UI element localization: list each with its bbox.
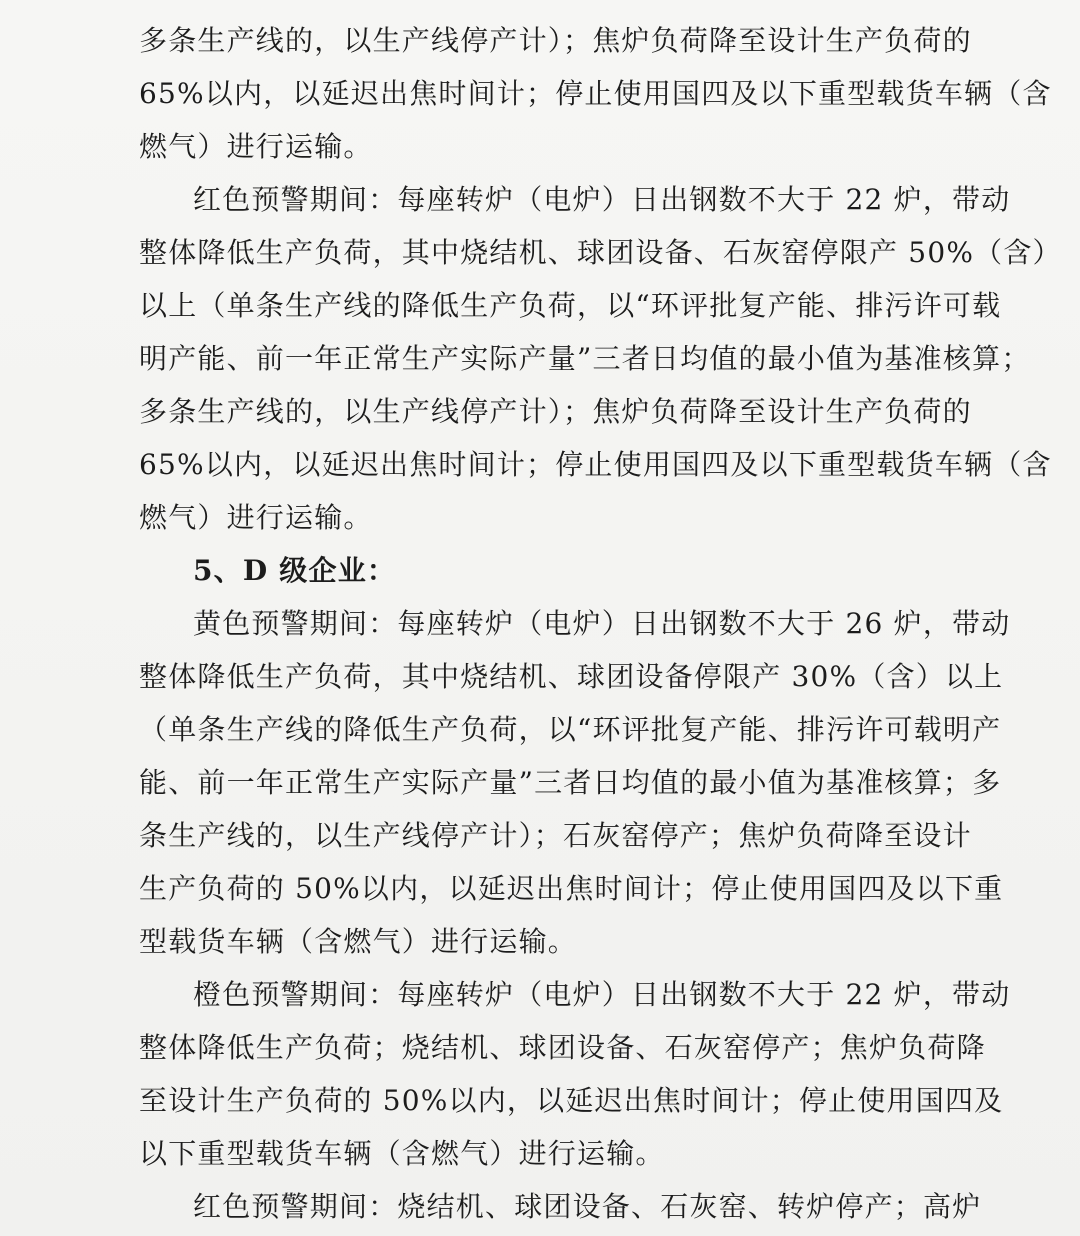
- text-line: 能、前一年正常生产实际产量”三者日均值的最小值为基准核算；多: [139, 766, 1002, 799]
- text-line: 65%以内，以延迟出焦时间计；停止使用国四及以下重型载货车辆（含: [139, 77, 1052, 110]
- text-line: 生产负荷的 50%以内，以延迟出焦时间计；停止使用国四及以下重: [139, 872, 1004, 905]
- text-line: 以下重型载货车辆（含燃气）进行运输。: [139, 1137, 665, 1170]
- paragraph-red-warning-c: 红色预警期间：每座转炉（电炉）日出钢数不大于 22 炉，带动: [193, 183, 1011, 216]
- text-line: 65%以内，以延迟出焦时间计；停止使用国四及以下重型载货车辆（含: [139, 448, 1052, 481]
- paragraph-orange-warning-d: 橙色预警期间：每座转炉（电炉）日出钢数不大于 22 炉，带动: [193, 978, 1011, 1011]
- paragraph-red-warning-d: 红色预警期间：烧结机、球团设备、石灰窑、转炉停产；高炉: [193, 1190, 982, 1223]
- text-line: 整体降低生产负荷；烧结机、球团设备、石灰窑停产；焦炉负荷降: [139, 1031, 986, 1064]
- text-line: 燃气）进行运输。: [139, 501, 373, 534]
- text-line: 至设计生产负荷的 50%以内，以延迟出焦时间计；停止使用国四及: [139, 1084, 1004, 1117]
- text-line: （单条生产线的降低生产负荷，以“环评批复产能、排污许可载明产: [139, 713, 1002, 746]
- text-line: 整体降低生产负荷，其中烧结机、球团设备、石灰窑停限产 50%（含）: [139, 236, 1062, 269]
- text-line: 以上（单条生产线的降低生产负荷，以“环评批复产能、排污许可载: [139, 289, 1002, 322]
- section-heading-d-grade: 5、D 级企业：: [193, 554, 397, 587]
- text-line: 燃气）进行运输。: [139, 130, 373, 163]
- text-line: 整体降低生产负荷，其中烧结机、球团设备停限产 30%（含）以上: [139, 660, 1004, 693]
- text-line: 型载货车辆（含燃气）进行运输。: [139, 925, 578, 958]
- text-line: 条生产线的，以生产线停产计）；石灰窑停产；焦炉负荷降至设计: [139, 819, 972, 852]
- text-line: 明产能、前一年正常生产实际产量”三者日均值的最小值为基准核算；: [139, 342, 1031, 375]
- text-line: 多条生产线的，以生产线停产计）；焦炉负荷降至设计生产负荷的: [139, 24, 972, 57]
- text-line: 多条生产线的，以生产线停产计）；焦炉负荷降至设计生产负荷的: [139, 395, 972, 428]
- paragraph-yellow-warning-d: 黄色预警期间：每座转炉（电炉）日出钢数不大于 26 炉，带动: [193, 607, 1011, 640]
